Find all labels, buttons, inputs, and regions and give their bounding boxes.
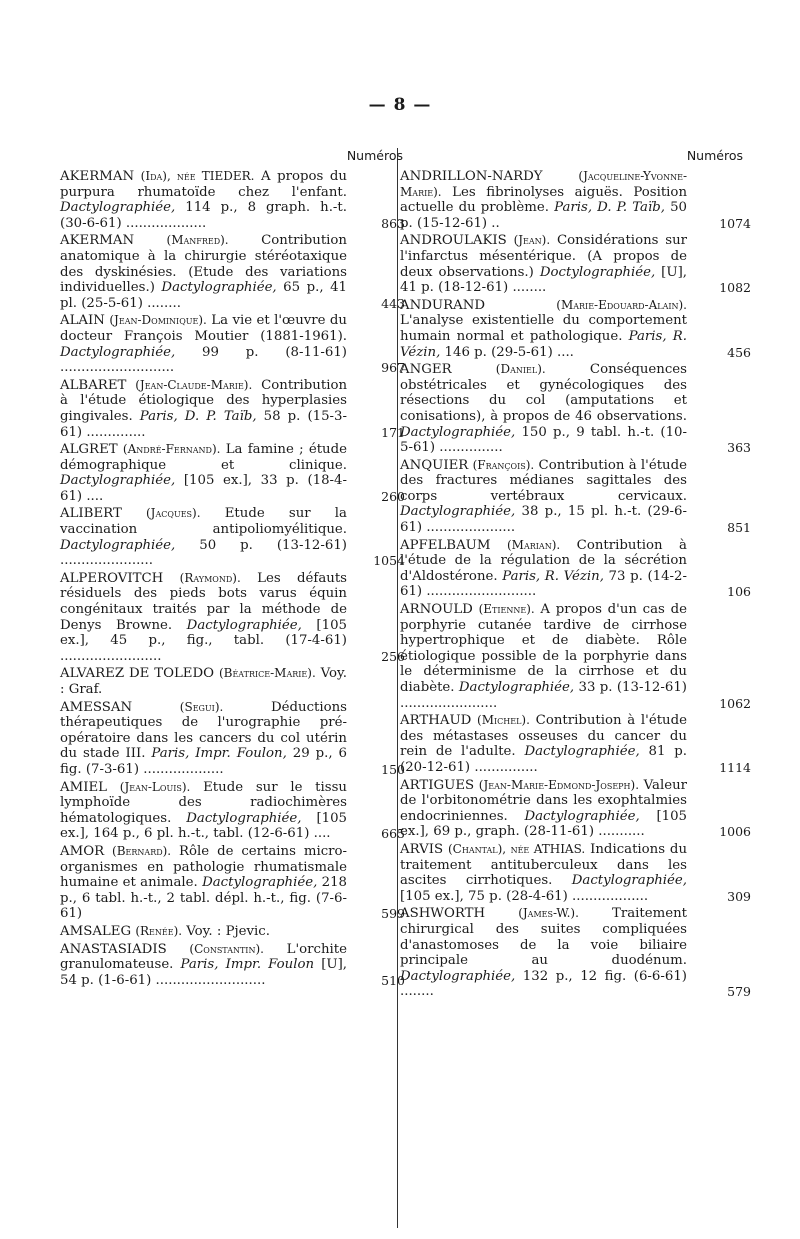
author-given-names: (Béatrice-Marie). [218, 666, 316, 681]
entry-text [400, 169, 687, 231]
thesis-title: Considérations sur l'infarctus mésentérique. (A propos de deux observations.) [400, 233, 688, 280]
publication-details: 99 p. (8-11-61) ........................... [60, 344, 347, 376]
entry-text [60, 313, 347, 375]
entry-number: 1006 [719, 824, 751, 840]
author-given-names: (Chantal), née ATHIAS. [448, 841, 586, 856]
publication-details: 58 p. (15-3-61) .............. [60, 408, 347, 440]
index-entry [60, 666, 405, 697]
entry-text [60, 442, 347, 504]
entry-number: 456 [727, 344, 751, 360]
publisher: Dactylographiée, [458, 680, 575, 695]
entry-text [60, 571, 347, 665]
thesis-title: Les fibrinolyses aiguës. Position actuelle du problème. [400, 184, 688, 216]
index-entry [60, 844, 405, 922]
author-given-names: (Renée). [135, 923, 183, 938]
index-entry [400, 297, 751, 360]
author-surname: ARVIS [400, 841, 444, 857]
publication-details: [105 ex.], 45 p., fig., tabl. (17-4-61) ........................ [60, 617, 347, 664]
author-surname: ALIBERT [60, 506, 122, 522]
entry-text [60, 924, 347, 940]
thesis-title: Déductions thérapeutiques de l'urographie pré-opératoire dans les cancers du col utérin du stade III. [60, 699, 348, 762]
column-header: Numéros [686, 148, 743, 163]
column-right [400, 148, 751, 1002]
thesis-title: Indications du traitement antituberculeux dans les ascites cirrhotiques. [400, 841, 688, 889]
publication-details: 146 p. (29-5-61) .... [440, 344, 574, 360]
publisher: Dactylographiée, [400, 968, 516, 984]
thesis-title: Rôle de certains micro-organismes en pathologie rhumatismale humaine et animale. [60, 843, 347, 891]
index-entry [400, 169, 751, 231]
author-given-names: (Marian). [506, 537, 561, 552]
publication-details: 29 p., 6 fig. (7-3-61) ................... [60, 746, 347, 777]
publisher: Paris, D. P. Taïb, [554, 200, 665, 216]
publisher: Dactylographiée, [60, 537, 176, 553]
entry-number: 510 [381, 972, 405, 988]
index-entry [60, 924, 405, 940]
author-given-names: (Bernard). [112, 843, 172, 858]
thesis-title: Voy. : Graf. [60, 666, 347, 697]
publication-details: [U], 41 p. (18-12-61) ........ [400, 264, 687, 296]
entry-number: 1074 [719, 215, 751, 231]
entry-number: 150 [381, 761, 405, 777]
author-given-names: (Ida), née TIEDER. [140, 169, 255, 183]
publisher: Dactylographiée, [186, 810, 302, 826]
publisher: Doctylographiée, [539, 264, 656, 280]
entry-number: 967 [381, 360, 405, 376]
entry-text [400, 538, 687, 600]
publisher: Dactylographiée, [571, 873, 687, 889]
entry-number: 309 [727, 888, 751, 904]
author-given-names: (Jean-Claude-Marie). [135, 377, 253, 392]
thesis-title: Conséquences obstétricales et gynécologiques des résections du col (amputations et conisations), à propos de 46 observations. [400, 362, 687, 424]
publication-details: 38 p., 15 pl. h.-t. (29-6-61) ..................... [400, 504, 687, 536]
author-surname: ANASTASIADIS [60, 941, 167, 957]
publication-details: [105 ex.], 69 p., graph. (28-11-61) ........... [400, 808, 688, 840]
index-entry [400, 537, 751, 600]
publisher: Dactylographiée, [524, 744, 640, 760]
index-entry [400, 713, 751, 775]
entry-number: 260 [381, 488, 405, 504]
entry-text [60, 844, 347, 922]
entry-text [60, 942, 347, 989]
thesis-title: Etude sur le tissu lymphoïde des radiochimères hématologiques. [60, 779, 347, 826]
index-entry [60, 571, 405, 665]
entry-text [60, 780, 347, 842]
publisher: Dactylographiée, [161, 280, 277, 296]
author-surname: APFELBAUM [400, 537, 491, 553]
author-surname: ANGER [400, 362, 452, 378]
entry-text [60, 378, 347, 440]
entry-number: 363 [727, 440, 751, 456]
author-given-names: (Etienne). [478, 602, 535, 617]
author-given-names: (Constantin). [189, 941, 264, 956]
index-entry [400, 602, 751, 711]
author-surname: AMSALEG [60, 923, 132, 939]
publisher: Paris, R. Vézin, [502, 568, 604, 584]
index-entry [60, 942, 405, 989]
entry-text [400, 602, 687, 711]
publication-details: 50 p. (15-12-61) .. [400, 200, 687, 231]
author-given-names: (Jean-Louis). [119, 779, 191, 794]
entry-number: 863 [381, 215, 405, 231]
entry-number: 599 [381, 906, 405, 922]
author-given-names: (Jacqueline-Yvonne-Marie). [400, 169, 687, 199]
entry-text [400, 713, 687, 775]
author-surname: ALGRET [60, 442, 118, 458]
publisher: Dactylographiée, [202, 875, 318, 891]
thesis-title: Contribution à l'étude de la régulation de la sécrétion d'Aldostérone. [400, 537, 687, 584]
thesis-title: L'analyse existentielle du comportement humain normal et pathologique. [400, 313, 687, 344]
author-given-names: (Jacques). [146, 506, 201, 521]
entry-text [400, 778, 687, 840]
publication-details: 114 p., 8 graph. h.-t. (30-6-61) ................... [60, 200, 347, 231]
column-left [60, 148, 405, 990]
author-given-names: (Jean). [513, 233, 551, 248]
author-surname: ARTHAUD [400, 713, 472, 729]
entry-text [400, 906, 687, 1000]
index-entry [400, 233, 751, 296]
index-entry [400, 362, 751, 456]
publication-details: 218 p., 6 tabl. h.-t., 2 tabl. dépl. h.-t., fig. (7-6-61) [60, 875, 348, 922]
index-entry [400, 841, 751, 904]
publication-details: 33 p. (13-12-61) ....................... [400, 680, 687, 711]
thesis-title: Contribution à l'étude des fractures médianes sagittales des corps vertébraux cervicaux. [400, 457, 687, 504]
index-entry [60, 313, 405, 375]
thesis-title: Etude sur la vaccination antipoliomyélitique. [60, 506, 347, 538]
author-surname: ALPEROVITCH [60, 570, 164, 586]
entry-text [60, 666, 347, 697]
author-given-names: (Marie-Edouard-Alain). [556, 297, 687, 312]
author-surname: AKERMAN [60, 233, 135, 249]
author-given-names: (Manfred). [166, 233, 229, 248]
author-given-names: (Segui). [179, 699, 224, 714]
entry-number: 579 [727, 984, 751, 1000]
entry-text [60, 700, 347, 778]
publication-details: [105 ex.], 75 p. (28-4-61) .................. [400, 888, 649, 904]
entry-text [60, 169, 347, 231]
index-entry [60, 442, 405, 504]
thesis-title: Contribution anatomique à la chirurgie stéréotaxique des dyskinésies. (Etude des variations individuelles.) [60, 233, 347, 296]
entry-number: 443 [381, 295, 405, 311]
author-surname: ASHWORTH [400, 906, 486, 922]
publication-details: 50 p. (13-12-61) ...................... [60, 537, 347, 569]
author-given-names: (Jean-Dominique). [109, 313, 207, 328]
thesis-title: Valeur de l'orbitonométrie dans les exophtalmies endocriniennes. [400, 777, 688, 824]
entry-number: 1062 [719, 695, 751, 711]
index-entry [400, 457, 751, 536]
entry-number: 851 [727, 520, 751, 536]
entry-number: 1114 [719, 759, 751, 775]
entry-number: 256 [381, 648, 405, 664]
entry-text [60, 506, 347, 568]
publisher: Dactylographiée, [186, 617, 302, 633]
publication-details: 65 p., 41 pl. (25-5-61) ........ [60, 280, 347, 311]
index-entry [60, 506, 405, 568]
author-given-names: (André-Fernand). [122, 442, 221, 457]
thesis-title: Contribution à l'étude des métastases osseuses du cancer du rein de l'adulte. [400, 713, 687, 760]
entry-text [400, 842, 687, 904]
column-header: Numéros [346, 148, 403, 163]
author-surname: ANDURAND [400, 297, 486, 313]
thesis-title: A propos d'un cas de porphyrie cutanée tardive de cirrhose hypertrophique et de diabète. Rôle étiologique possible de la porphyrie dans le déterminisme de la cirrhose et du diabète. [400, 602, 687, 695]
publisher: Paris, Impr. Foulon, [151, 746, 287, 762]
entry-text [400, 458, 687, 536]
index-entry [60, 169, 405, 231]
publisher: Dactylographiée, [60, 473, 176, 489]
publisher: Dactylographiée, [400, 424, 516, 440]
publisher: Dactylographiée, [60, 200, 176, 216]
author-given-names: (James-W.). [518, 906, 579, 921]
index-entry [60, 378, 405, 440]
publisher: Dactylographiée, [400, 504, 516, 520]
thesis-title: La famine ; étude démographique et clinique. [60, 442, 347, 473]
author-given-names: (François). [472, 457, 535, 472]
thesis-title: La vie et l'œuvre du docteur François Moutier (1881-1961). [60, 313, 347, 344]
page-number: — 8 — [368, 95, 432, 115]
author-given-names: (Michel). [477, 713, 530, 728]
index-entry [400, 777, 751, 840]
publication-details: 132 p., 12 fig. (6-6-61) ........ [400, 968, 687, 1000]
author-surname: ANQUIER [400, 457, 469, 473]
publisher: Paris, D. P. Taïb, [139, 408, 257, 424]
entry-text [400, 362, 687, 456]
author-surname: ALBARET [60, 377, 127, 393]
entry-number: 1082 [719, 280, 751, 296]
entry-text [400, 233, 687, 295]
author-given-names: (Jean-Marie-Edmond-Joseph). [478, 777, 640, 792]
author-surname: AMOR [60, 843, 105, 859]
author-surname: AKERMAN [60, 169, 135, 184]
author-surname: AMESSAN [60, 699, 133, 715]
entry-text [60, 233, 347, 311]
index-entry [60, 780, 405, 842]
publication-details: 73 p. (14-2-61) .......................... [400, 568, 687, 600]
author-given-names: (Raymond). [179, 570, 241, 585]
author-surname: ANDROULAKIS [400, 233, 507, 249]
publisher: Paris, R. Vézin, [400, 328, 687, 360]
index-entry [60, 700, 405, 778]
publication-details: [105 ex.], 164 p., 6 pl. h.-t., tabl. (12-6-61) .... [60, 810, 348, 842]
entry-number: 1054 [373, 553, 405, 569]
thesis-title: Les défauts résiduels des pieds bots varus équin congénitaux traités par la méthode de Denys Browne. [60, 570, 347, 633]
publication-details: 150 p., 9 tabl. h.-t. (10-5-61) ............... [400, 424, 687, 456]
author-given-names: (Daniel). [495, 362, 546, 377]
thesis-title: A propos du purpura rhumatoïde chez l'enfant. [60, 169, 347, 200]
publisher: Dactylographiée, [60, 344, 176, 360]
author-surname: ARNOULD [400, 602, 473, 618]
entry-number: 106 [727, 584, 751, 600]
entry-text [400, 298, 687, 360]
thesis-title: L'orchite granulomateuse. [60, 941, 347, 973]
index-entry [400, 906, 751, 1000]
entry-number: 665 [381, 826, 405, 842]
author-surname: ALVAREZ DE TOLEDO [60, 666, 215, 682]
author-surname: ALAIN [60, 313, 105, 329]
publication-details: [105 ex.], 33 p. (18-4-61) .... [60, 473, 347, 504]
thesis-title: Traitement chirurgical des suites compliquées d'anastomoses de la voie biliaire principale au duodénum. [400, 906, 687, 969]
publication-details: [U], 54 p. (1-6-61) .......................... [60, 957, 347, 988]
publisher: Paris, Impr. Foulon [180, 957, 315, 973]
thesis-title: Voy. : Pjevic. [186, 923, 270, 939]
author-surname: AMIEL [60, 779, 108, 795]
author-surname: ANDRILLON-NARDY [400, 169, 543, 184]
index-entry [60, 233, 405, 311]
thesis-title: Contribution à l'étude étiologique des hyperplasies gingivales. [60, 377, 348, 424]
author-surname: ARTIGUES [400, 777, 475, 793]
publication-details: 81 p. (20-12-61) ............... [400, 744, 687, 775]
entry-number: 171 [381, 424, 405, 440]
publisher: Dactylographiée, [524, 808, 640, 824]
